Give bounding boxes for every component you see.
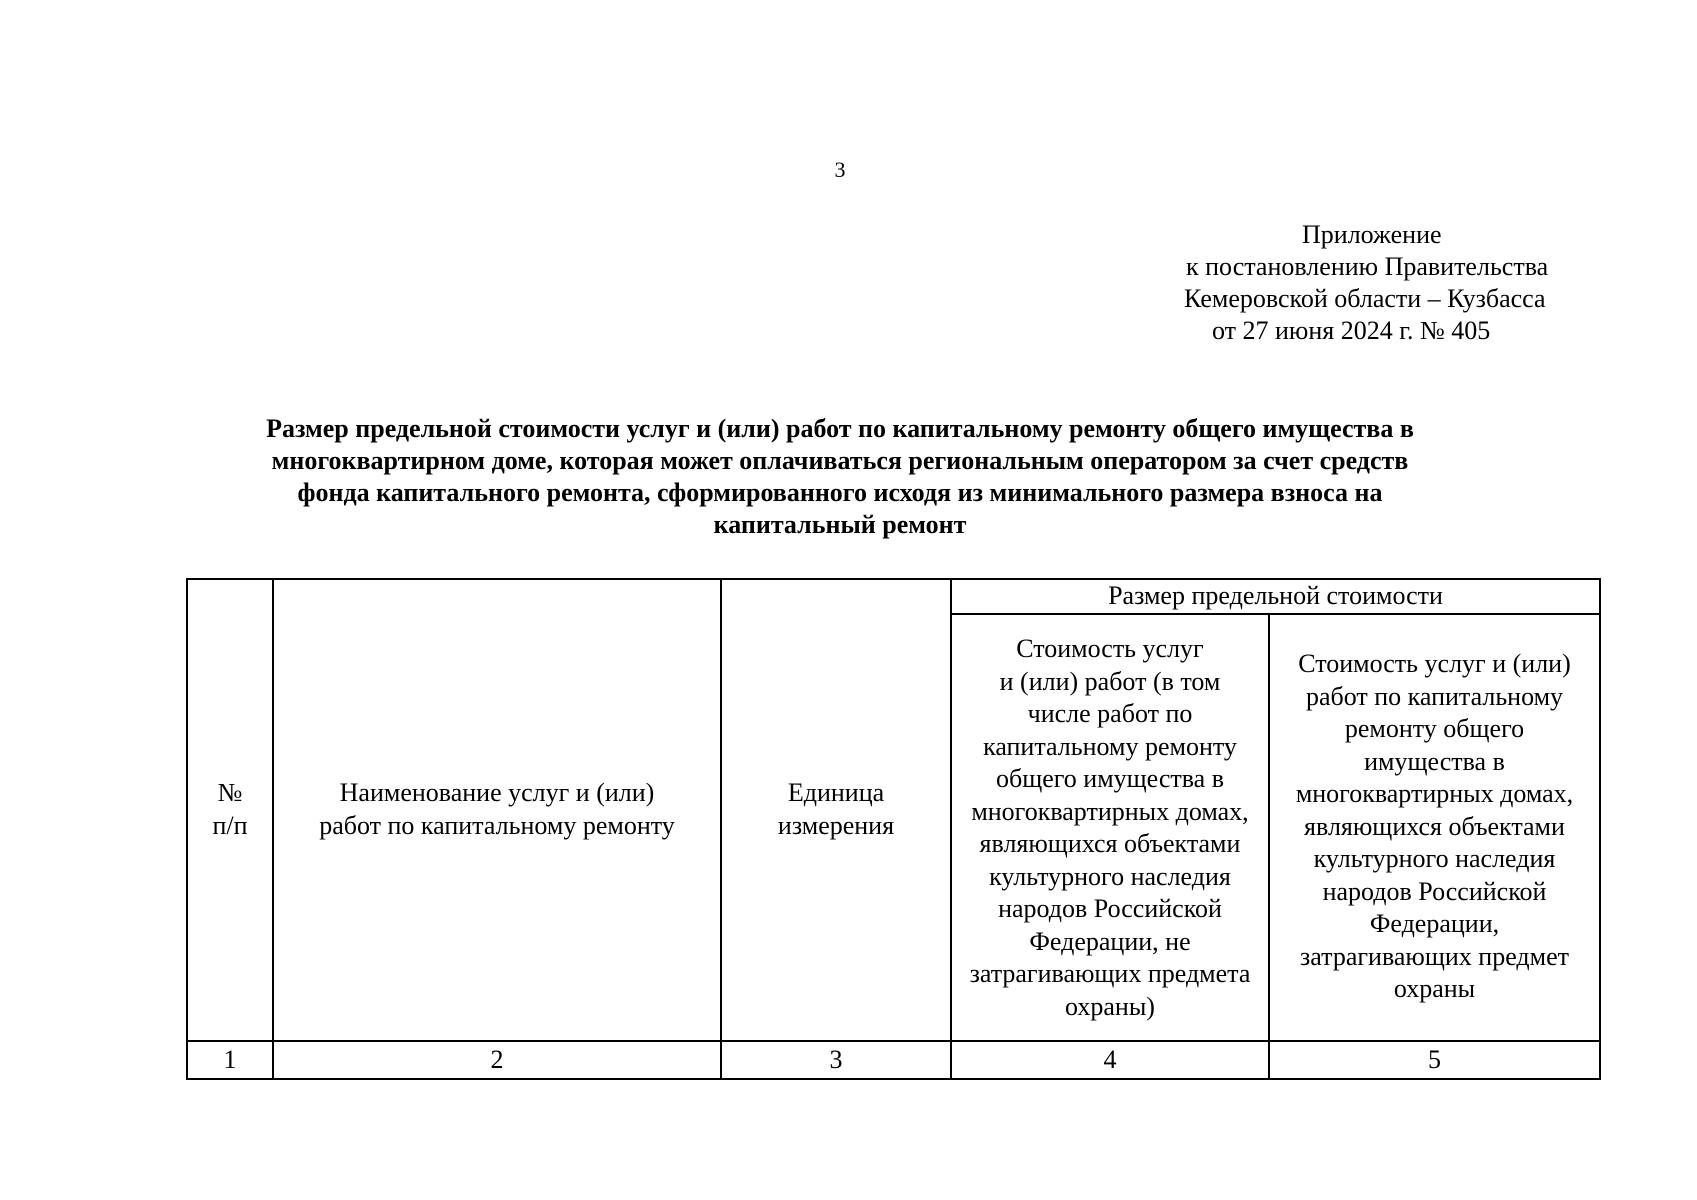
header-c5-line: многоквартирных домах,: [1295, 779, 1574, 809]
header-c4-line: многоквартирных домах,: [971, 796, 1249, 826]
header-service-line: работ по капитальному ремонту: [319, 810, 675, 840]
column-number: 1: [187, 1041, 273, 1079]
header-number-line: №: [217, 778, 243, 808]
header-service-name: [273, 579, 721, 1041]
header-c4-line: охраны): [1065, 991, 1155, 1021]
header-c4-line: и (или) работ (в том: [999, 666, 1221, 696]
appendix-block: [1160, 219, 1600, 347]
header-c4-line: затрагивающих предмета: [969, 959, 1251, 988]
header-c4-line: являющихся объектами: [979, 829, 1241, 858]
header-c5-line: Федерации,: [1369, 909, 1500, 939]
header-cost-not-affecting: [951, 614, 1269, 1041]
header-c5-line: имущества в: [1364, 746, 1505, 776]
header-cost-limit-group: Размер предельной стоимости: [951, 579, 1600, 614]
appendix-label: Приложение: [1302, 220, 1442, 249]
column-number: 4: [951, 1041, 1269, 1079]
column-numbers-row: [186, 1040, 1601, 1080]
title-line: многоквартирном доме, которая может оплачиваться региональным оператором за счет средств: [271, 446, 1409, 475]
header-c5-line: являющихся объектами: [1304, 811, 1565, 841]
header-c5-line: культурного наследия: [1313, 844, 1556, 874]
header-cost-affecting: [1269, 614, 1600, 1041]
document-title: [200, 413, 1480, 541]
header-c4-line: капитальному ремонту: [983, 731, 1237, 761]
appendix-resolution: к постановлению Правительства: [1186, 252, 1549, 281]
header-c4-line: культурного наследия: [989, 861, 1231, 891]
header-number: [187, 579, 273, 1041]
appendix-date-number: от 27 июня 2024 г. № 405: [1212, 316, 1491, 345]
column-number: 3: [721, 1041, 951, 1079]
title-line: фонда капитального ремонта, сформированного исходя из минимального размера взноса на: [297, 478, 1383, 507]
title-line: капитальный ремонт: [713, 510, 967, 539]
header-c5-line: ремонту общего: [1344, 714, 1525, 744]
header-c5-line: народов Российской: [1322, 876, 1547, 906]
cost-table-header: [186, 578, 1601, 1042]
header-c5-line: работ по капитальному: [1305, 681, 1564, 711]
header-service-line: Наименование услуг и (или): [339, 778, 655, 808]
header-c4-line: Стоимость услуг: [1016, 634, 1204, 663]
header-c5-line: затрагивающих предмет: [1300, 941, 1569, 971]
header-number-line: п/п: [212, 810, 248, 840]
header-unit: [721, 579, 951, 1041]
header-c4-line: народов Российской: [998, 894, 1222, 923]
column-number: 5: [1269, 1041, 1600, 1079]
page-number: 3: [834, 157, 846, 182]
header-c5-line: Стоимость услуг и (или): [1298, 649, 1571, 679]
column-number: 2: [273, 1041, 721, 1079]
header-unit-line: измерения: [777, 810, 895, 840]
header-unit-line: Единица: [787, 778, 885, 808]
header-c5-line: охраны: [1393, 974, 1476, 1004]
header-c4-line: числе работ по: [1027, 699, 1193, 728]
header-c4-line: общего имущества в: [995, 764, 1225, 793]
header-c4-line: Федерации, не: [1029, 926, 1191, 956]
appendix-region: Кемеровской области – Кузбасса: [1184, 284, 1546, 313]
title-line: Размер предельной стоимости услуг и (или) работ по капитальному ремонту общего имущества в: [266, 414, 1414, 443]
